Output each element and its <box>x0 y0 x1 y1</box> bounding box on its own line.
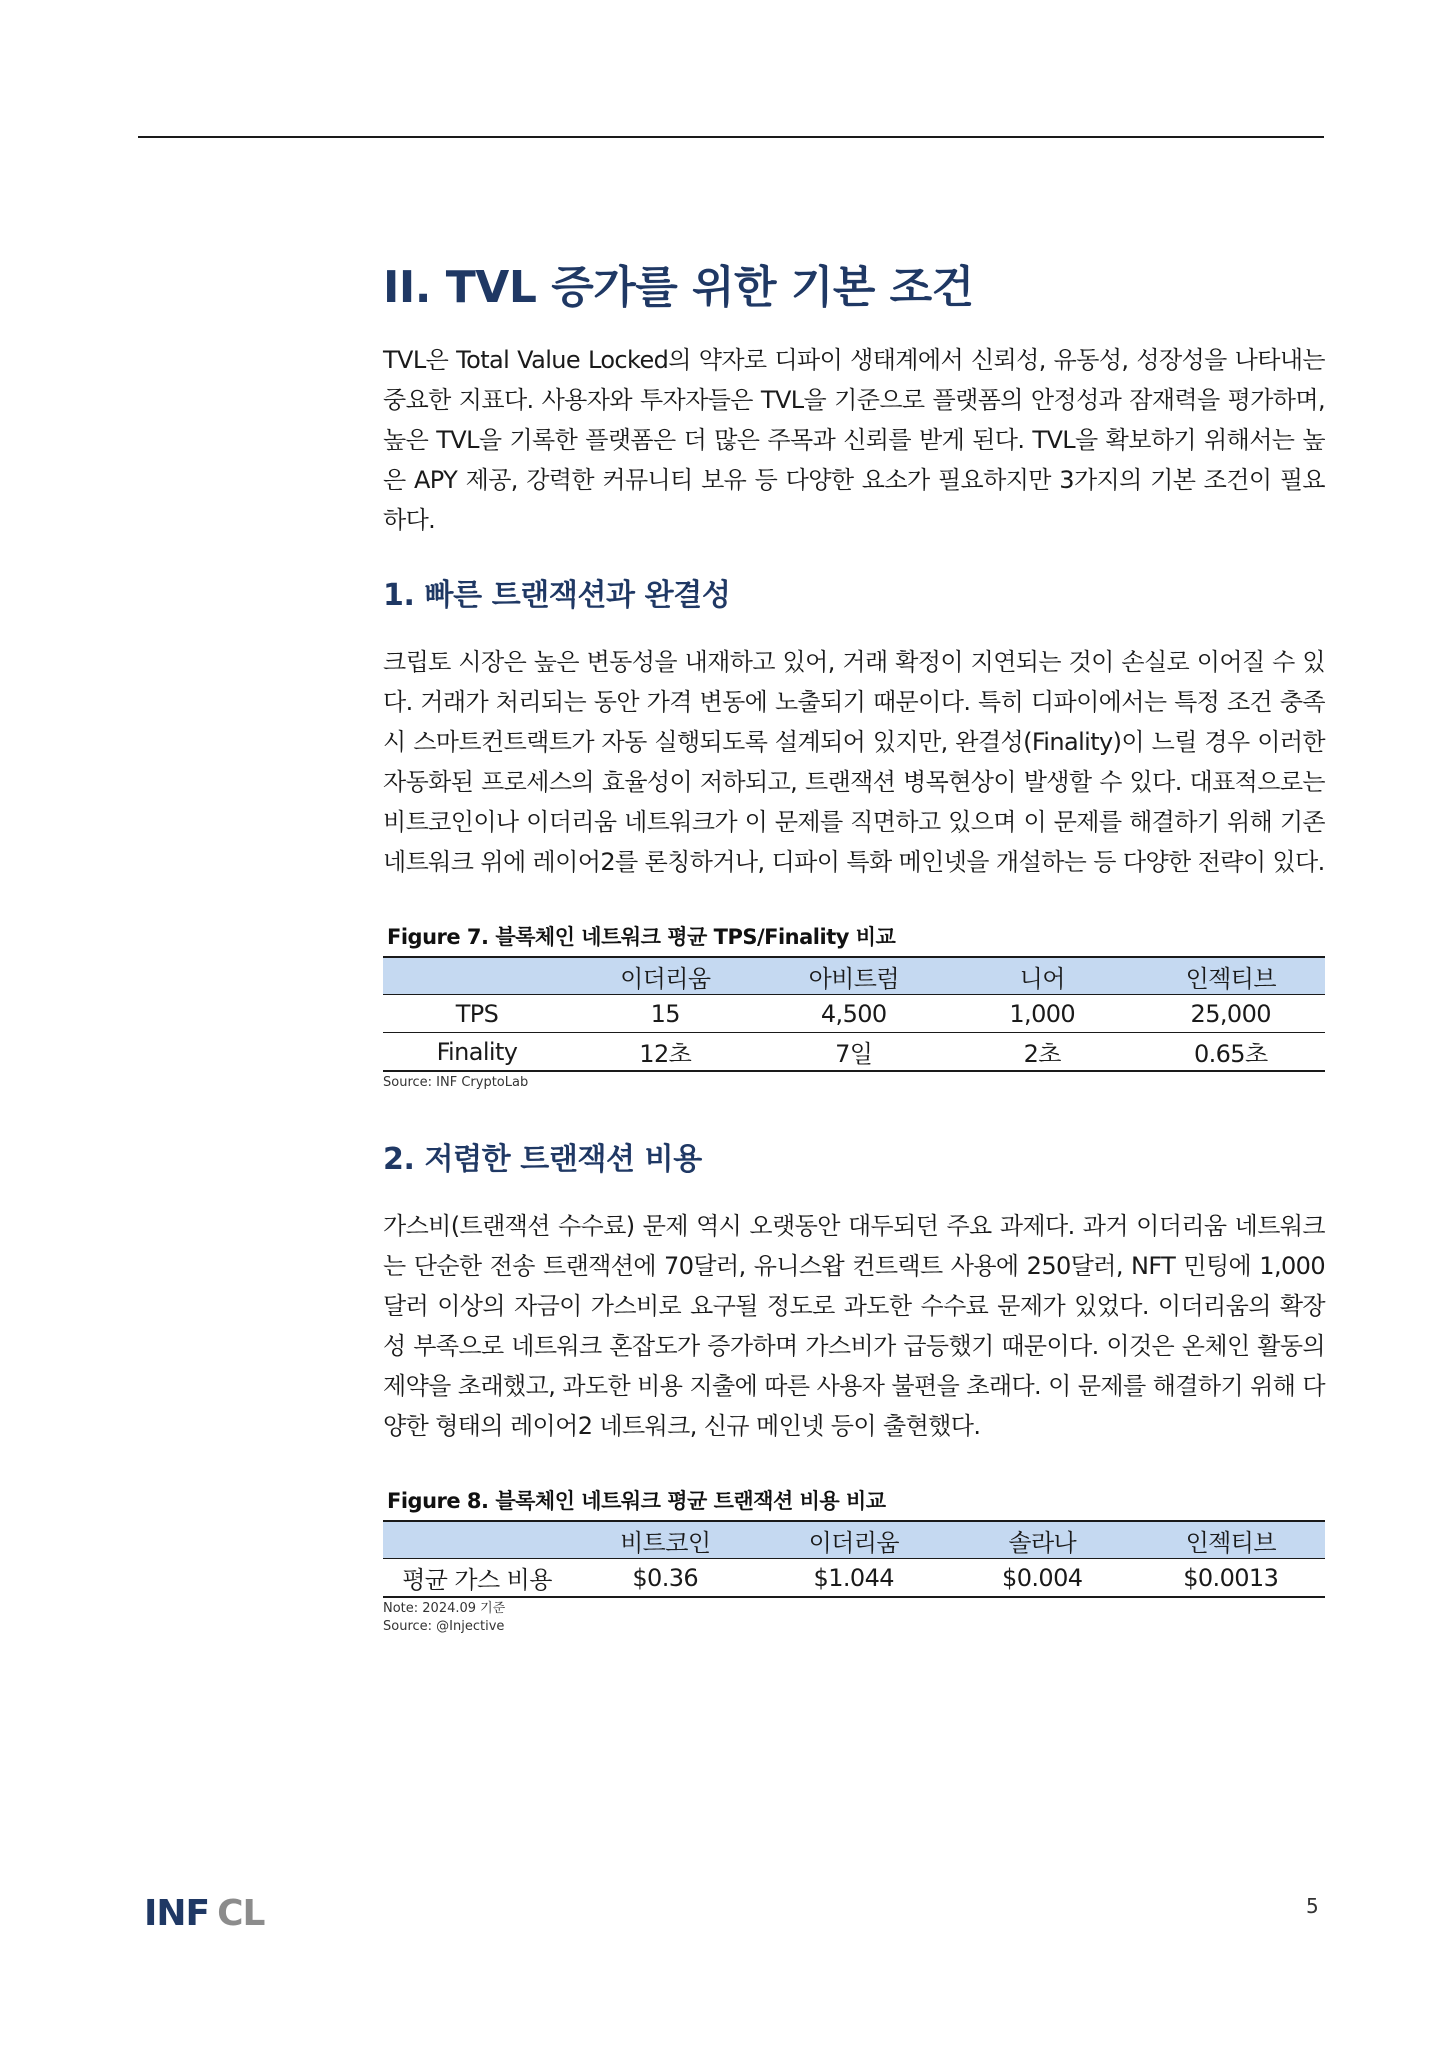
subsection-1-title: 1. 빠른 트랜잭션과 완결성 <box>383 578 731 613</box>
table-header-cell: 아비트럼 <box>760 957 949 995</box>
table-row-label: Finality <box>383 1033 571 1072</box>
table-header-row <box>383 957 1325 995</box>
page-number: 5 <box>1306 1894 1319 1918</box>
top-rule <box>138 136 1324 138</box>
figure-8-source: Source: @Injective <box>383 1619 505 1634</box>
table-cell: 1,000 <box>948 995 1137 1033</box>
table-row <box>383 995 1325 1033</box>
figure-8-table <box>383 1520 1325 1598</box>
subsection-2-paragraph: 가스비(트랜잭션 수수료) 문제 역시 오랫동안 대두되던 주요 과제다. 과거 이더리움 네트워크는 단순한 전송 트랜잭션에 70달러, 유니스왑 컨트랙트 사용에 250달러, NFT 민팅에 1,000달러 이상의 자금이 가스비로 요구될 정도로 과도한 수수료 문제가 있었다. 이더리움의 확장성 부족으로 네트워크 혼잡도가 증가하며 가스비가 급등했기 때문이다. 이것은 온체인 활동의 제약을 초래했고, 과도한 비용 지출에 따른 사용자 불편을 초래다. 이 문제를 해결하기 위해 다양한 형태의 레이어2 네트워크, 신규 메인넷 등이 출현했다. <box>383 1212 1325 1440</box>
figure-7-table <box>383 956 1325 1072</box>
table-cell: 4,500 <box>760 995 949 1033</box>
table-row <box>383 1033 1325 1072</box>
table-header-cell: 솔라나 <box>948 1521 1137 1559</box>
table-cell: $0.0013 <box>1137 1559 1326 1598</box>
logo-secondary: CL <box>217 1893 265 1934</box>
table-cell: 7일 <box>760 1033 949 1072</box>
figure-7-source: Source: INF CryptoLab <box>383 1075 529 1090</box>
inf-cl-logo <box>144 1892 264 1936</box>
subsection-2-title: 2. 저렴한 트랜잭션 비용 <box>383 1142 702 1177</box>
table-header-cell: 비트코인 <box>571 1521 760 1559</box>
page-content <box>383 258 1325 1636</box>
subsection-1-paragraph: 크립토 시장은 높은 변동성을 내재하고 있어, 거래 확정이 지연되는 것이 손실로 이어질 수 있다. 거래가 처리되는 동안 가격 변동에 노출되기 때문이다. 특히 디파이에서는 특정 조건 충족 시 스마트컨트랙트가 자동 실행되도록 설계되어 있지만, 완결성(Finality)이 느릴 경우 이러한 자동화된 프로세스의 효율성이 저하되고, 트랜잭션 병목현상이 발생할 수 있다. 대표적으로는 비트코인이나 이더리움 네트워크가 이 문제를 직면하고 있으며 이 문제를 해결하기 위해 기존 네트워크 위에 레이어2를 론칭하거나, 디파이 특화 메인넷을 개설하는 등 다양한 전략이 있다. <box>383 648 1325 876</box>
figure-7-title: Figure 7. 블록체인 네트워크 평균 TPS/Finality 비교 <box>387 925 896 949</box>
table-cell: $0.004 <box>948 1559 1137 1598</box>
table-cell: $0.36 <box>571 1559 760 1598</box>
section-title: II. TVL 증가를 위한 기본 조건 <box>383 262 974 313</box>
table-header-cell: 인젝티브 <box>1137 957 1326 995</box>
table-cell: 12초 <box>571 1033 760 1072</box>
table-cell: 2초 <box>948 1033 1137 1072</box>
table-cell: 0.65초 <box>1137 1033 1326 1072</box>
table-header-cell: 니어 <box>948 957 1137 995</box>
table-header-cell: 이더리움 <box>571 957 760 995</box>
figure-8-note: Note: 2024.09 기준 <box>383 1601 506 1616</box>
table-row <box>383 1559 1325 1598</box>
table-header-cell <box>383 1521 571 1559</box>
table-cell: $1.044 <box>760 1559 949 1598</box>
table-header-row <box>383 1521 1325 1559</box>
logo-primary: INF <box>144 1893 210 1934</box>
figure-8-title: Figure 8. 블록체인 네트워크 평균 트랜잭션 비용 비교 <box>387 1489 886 1513</box>
table-row-label: 평균 가스 비용 <box>383 1559 571 1598</box>
table-header-cell <box>383 957 571 995</box>
table-header-cell: 인젝티브 <box>1137 1521 1326 1559</box>
table-row-label: TPS <box>383 995 571 1033</box>
table-cell: 15 <box>571 995 760 1033</box>
table-header-cell: 이더리움 <box>760 1521 949 1559</box>
table-cell: 25,000 <box>1137 995 1326 1033</box>
intro-paragraph: TVL은 Total Value Locked의 약자로 디파이 생태계에서 신뢰성, 유동성, 성장성을 나타내는 중요한 지표다. 사용자와 투자자들은 TVL을 기준으로 플랫폼의 안정성과 잠재력을 평가하며, 높은 TVL을 기록한 플랫폼은 더 많은 주목과 신뢰를 받게 된다. TVL을 확보하기 위해서는 높은 APY 제공, 강력한 커뮤니티 보유 등 다양한 요소가 필요하지만 3가지의 기본 조건이 필요하다. <box>383 346 1325 534</box>
